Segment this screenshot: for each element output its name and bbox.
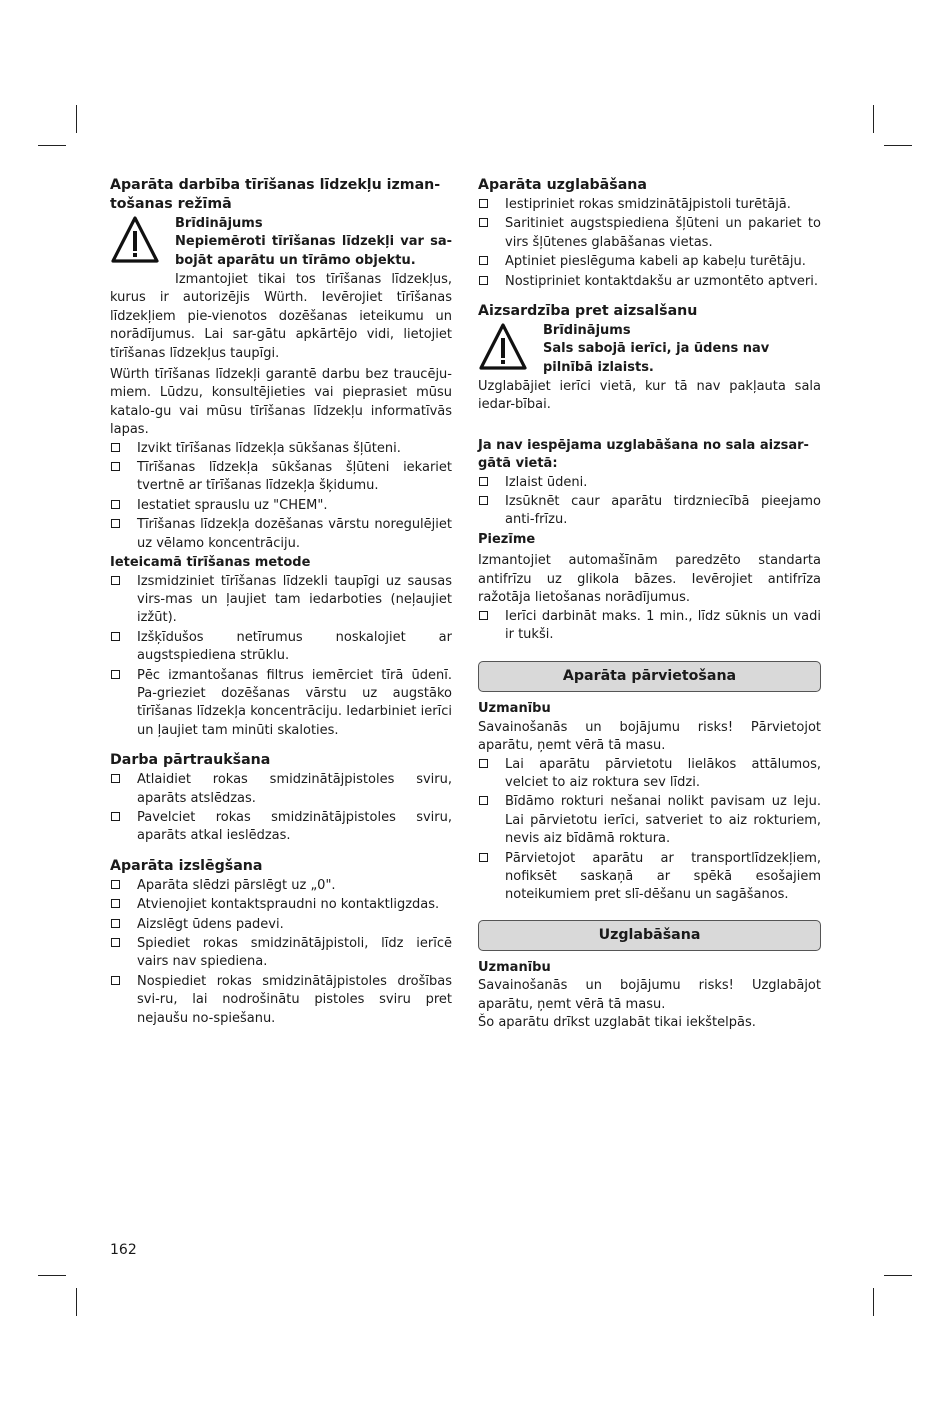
checkbox-icon bbox=[111, 500, 120, 509]
checkbox-icon bbox=[479, 611, 488, 620]
checkbox-icon bbox=[111, 899, 120, 908]
section-title: Aparāta uzglabāšana bbox=[478, 177, 647, 193]
list-item: Lai aparātu pārvietotu lielākos attālumos, velciet to aiz roktura sev līdzi. bbox=[478, 756, 821, 793]
checkbox-icon bbox=[111, 576, 120, 585]
page-number: 162 bbox=[110, 1242, 137, 1258]
checkbox-icon bbox=[479, 218, 488, 227]
crop-mark bbox=[873, 105, 874, 133]
list-item: Bīdāmo rokturi nešanai nolikt pavisam uz leju. Lai pārvietotu ierīci, satveriet to aiz rokturiem, nevis aiz bīdāmā roktura. bbox=[478, 793, 821, 848]
subheading: Ieteicamā tīrīšanas metode bbox=[110, 555, 311, 571]
note-label: Piezīme bbox=[478, 531, 536, 547]
paragraph: Savainošanās un bojājumu risks! Pārvietojot aparātu, ņemt vērā tā masu. bbox=[478, 719, 821, 754]
checkbox-icon bbox=[479, 759, 488, 768]
list-item: Atlaidiet rokas smidzinātājpistoles sviru, aparāts atslēdzas. bbox=[110, 771, 452, 808]
section-bar: Uzglabāšana bbox=[478, 920, 821, 951]
paragraph: Würth tīrīšanas līdzekļi garantē darbu bez traucēju-miem. Lūdzu, konsultējieties vai pieprasiet mūsu katalo-gu vai mūsu tīrīšanas līdzekļu informatīvās lapas. bbox=[110, 367, 452, 438]
checklist bbox=[478, 474, 821, 530]
warning-block bbox=[478, 322, 821, 378]
checkbox-icon bbox=[479, 276, 488, 285]
checkbox-icon bbox=[479, 496, 488, 505]
checkbox-icon bbox=[111, 443, 120, 452]
list-item: Izsmidziniet tīrīšanas līdzekli taupīgi uz sausas virs-mas un ļaujiet tam iedarboties (neļaujiet izžūt). bbox=[110, 573, 452, 628]
checklist bbox=[110, 877, 452, 1028]
list-item: Saritiniet augstspiediena šļūteni un pakariet to virs šļūtenes glabāšanas vietas. bbox=[478, 215, 821, 252]
section-bar: Aparāta pārvietošana bbox=[478, 661, 821, 692]
checkbox-icon bbox=[479, 199, 488, 208]
list-item: Atvienojiet kontaktspraudni no kontaktligzdas. bbox=[110, 896, 452, 914]
checkbox-icon bbox=[111, 519, 120, 528]
checkbox-icon bbox=[111, 880, 120, 889]
list-item: Ierīci darbināt maks. 1 min., līdz sūknis un vadi ir tukši. bbox=[478, 608, 821, 645]
list-item: Pavelciet rokas smidzinātājpistoles sviru, aparāts atkal ieslēdzas. bbox=[110, 809, 452, 846]
subheading: Ja nav iespējama uzglabāšana no sala aizsar-gātā vietā: bbox=[478, 437, 809, 472]
checkbox-icon bbox=[111, 774, 120, 783]
checklist bbox=[478, 608, 821, 645]
paragraph: Izmantojiet automašīnām paredzēto standarta antifrīzu uz glikola bāzes. Ievērojiet antifrīza ražotāja lietošanas norādījumus. bbox=[478, 553, 821, 606]
crop-mark bbox=[76, 105, 77, 133]
list-item: Pārvietojot aparātu ar transportlīdzekļiem, nofiksēt saskaņā ar spēkā esošajiem noteikumiem pret slī-dēšanu un sagāšanos. bbox=[478, 850, 821, 905]
list-item: Tīrīšanas līdzekļa sūkšanas šļūteni iekariet tvertnē ar tīrīšanas līdzekļa šķidumu. bbox=[110, 459, 452, 496]
list-item: Iestipriniet rokas smidzinātājpistoli turētājā. bbox=[478, 196, 821, 214]
checklist bbox=[110, 771, 452, 846]
warning-label: Brīdinājums bbox=[543, 323, 631, 339]
paragraph: Savainošanās un bojājumu risks! Uzglabājot aparātu, ņemt vērā tā masu. bbox=[478, 978, 821, 1012]
checkbox-icon bbox=[479, 477, 488, 486]
section-title: Aparāta izslēgšana bbox=[110, 857, 263, 874]
list-item: Izvikt tīrīšanas līdzekļa sūkšanas šļūteni. bbox=[110, 440, 452, 458]
list-item: Nostipriniet kontaktdakšu ar uzmontēto aptveri. bbox=[478, 273, 821, 291]
checkbox-icon bbox=[111, 919, 120, 928]
list-item: Iestatiet sprauslu uz "CHEM". bbox=[110, 497, 452, 515]
section-title: Aizsardzība pret aizsalšanu bbox=[478, 303, 698, 320]
left-column bbox=[110, 176, 452, 1029]
crop-mark bbox=[884, 1275, 912, 1276]
paragraph: Šo aparātu drīkst uzglabāt tikai iekštelpās. bbox=[478, 1015, 756, 1030]
list-item: Spiediet rokas smidzinātājpistoli, līdz ierīcē vairs nav spiediena. bbox=[110, 935, 452, 972]
list-item: Nospiediet rokas smidzinātājpistoles drošības svi-ru, lai nodrošinātu pistoles sviru pret nejaušu no-spiešanu. bbox=[110, 973, 452, 1028]
checkbox-icon bbox=[111, 976, 120, 985]
right-column bbox=[478, 176, 821, 1032]
paragraph: Uzglabājiet ierīci vietā, kur tā nav pakļauta sala iedar-bībai. bbox=[478, 379, 821, 413]
checklist bbox=[110, 573, 452, 741]
warning-block bbox=[110, 215, 452, 271]
caution-label: Uzmanību bbox=[478, 701, 551, 717]
list-item: Aptiniet pieslēguma kabeli ap kabeļu turētāju. bbox=[478, 253, 821, 271]
list-item: Tīrīšanas līdzekļa dozēšanas vārstu noregulējiet uz vēlamo koncentrāciju. bbox=[110, 516, 452, 553]
checkbox-icon bbox=[479, 853, 488, 862]
checkbox-icon bbox=[111, 670, 120, 679]
list-item: Izšķīdušos netīrumus noskalojiet ar augstspiediena strūklu. bbox=[110, 629, 452, 666]
warning-label: Brīdinājums bbox=[175, 216, 263, 231]
paragraph: Izmantojiet tikai tos tīrīšanas līdzekļus, kurus ir autorizējis Würth. Ievērojiet tīrīšanas līdzekļiem pie-vienotos dozēšanas ieteikumu un norādījumus. Lai sar-gātu apkārtējo vidi, lietojiet tīrīšanas līdzekļus taupīgi. bbox=[110, 272, 452, 361]
crop-mark bbox=[873, 1288, 874, 1316]
list-item: Izsūknēt caur aparātu tirdzniecībā pieejamo anti-frīzu. bbox=[478, 493, 821, 530]
warning-icon bbox=[478, 322, 528, 372]
list-item: Aparāta slēdzi pārslēgt uz „0". bbox=[110, 877, 452, 895]
checkbox-icon bbox=[111, 462, 120, 471]
warning-icon bbox=[110, 215, 160, 265]
list-item: Izlaist ūdeni. bbox=[478, 474, 821, 492]
checkbox-icon bbox=[111, 812, 120, 821]
warning-text: Nepiemēroti tīrīšanas līdzekļi var sa-bojāt aparātu un tīrāmo objektu. bbox=[175, 234, 452, 268]
checkbox-icon bbox=[111, 938, 120, 947]
checkbox-icon bbox=[479, 256, 488, 265]
checkbox-icon bbox=[479, 796, 488, 805]
list-item: Aizslēgt ūdens padevi. bbox=[110, 916, 452, 934]
warning-text: Sals sabojā ierīci, ja ūdens nav pilnībā izlaists. bbox=[543, 341, 770, 375]
crop-mark bbox=[884, 145, 912, 146]
checklist bbox=[110, 440, 452, 553]
list-item: Pēc izmantošanas filtrus iemērciet tīrā ūdenī. Pa-grieziet dozēšanas vārstu uz augstāko tīrīšanas līdzekļa koncentrāciju. Iedarbiniet ierīci un ļaujiet tam minūti skaloties. bbox=[110, 667, 452, 741]
section-title: Aparāta darbība tīrīšanas līdzekļu izman-tošanas režīmā bbox=[110, 177, 441, 212]
section-title: Darba pārtraukšana bbox=[110, 752, 271, 769]
checklist bbox=[478, 196, 821, 291]
checkbox-icon bbox=[111, 632, 120, 641]
crop-mark bbox=[38, 145, 66, 146]
caution-label: Uzmanību bbox=[478, 959, 551, 975]
crop-mark bbox=[38, 1275, 66, 1276]
checklist bbox=[478, 756, 821, 905]
crop-mark bbox=[76, 1288, 77, 1316]
